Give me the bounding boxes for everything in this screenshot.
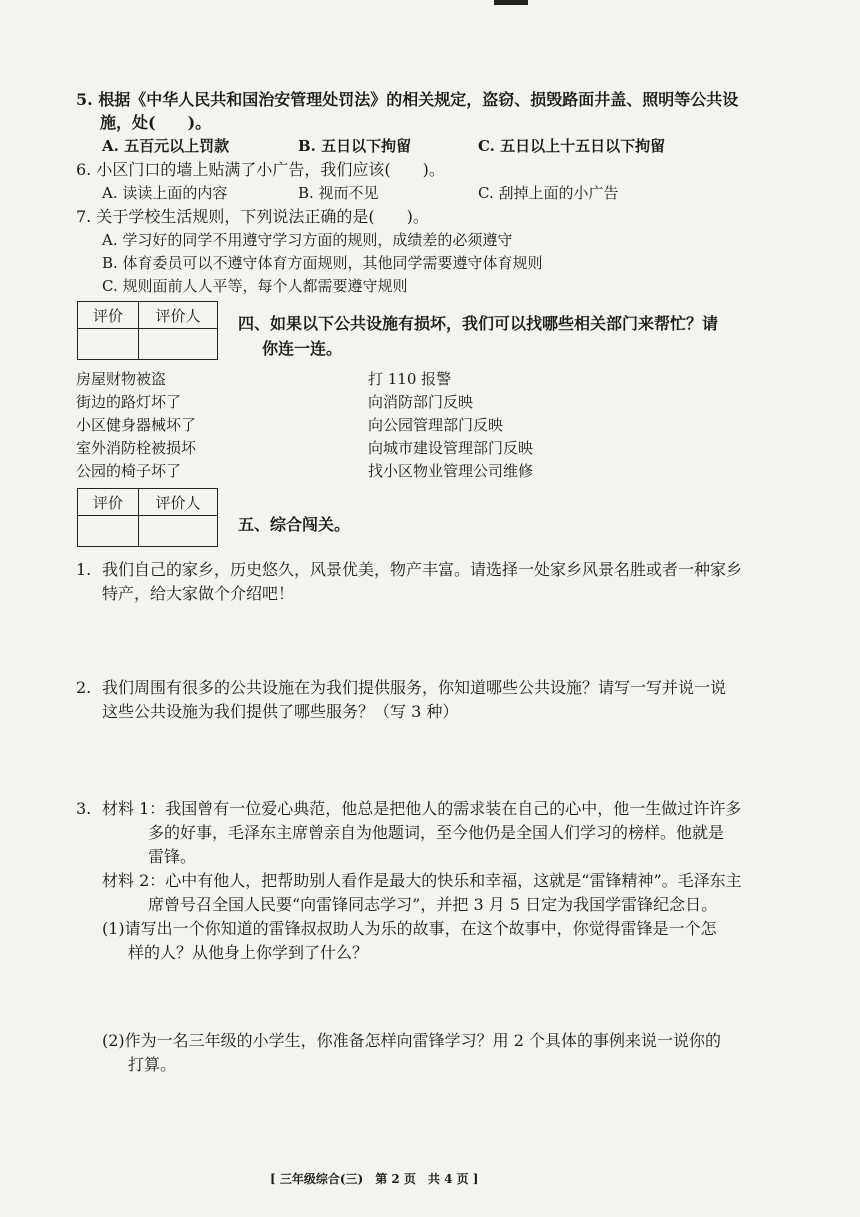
material2-line1: 材料 2：心中有他人，把帮助别人看作是最大的快乐和幸福，这就是“雷锋精神”。毛泽东主 bbox=[102, 871, 742, 890]
s5-q1-number: 1. bbox=[76, 560, 92, 579]
eval-score-cell[interactable] bbox=[78, 516, 139, 547]
q5-stem-line1: 5. 根据《中华人民共和国治安管理处罚法》的相关规定，盗窃、损毁路面井盖、照明等公共设 bbox=[76, 90, 739, 109]
sub1-answer-area[interactable] bbox=[128, 968, 748, 1020]
q7-stem: 7. 关于学校生活规则，下列说法正确的是( )。 bbox=[76, 207, 429, 226]
q6-option-a: A. 读读上面的内容 bbox=[102, 184, 228, 202]
evaluation-box-section4 bbox=[77, 301, 218, 360]
q5-option-b: B. 五日以下拘留 bbox=[298, 137, 412, 155]
match-right-item[interactable]: 向公园管理部门反映 bbox=[368, 416, 504, 434]
match-right-item[interactable]: 找小区物业管理公司维修 bbox=[368, 462, 534, 480]
q6-stem: 6. 小区门口的墙上贴满了小广告，我们应该( )。 bbox=[76, 160, 445, 179]
match-left-item[interactable]: 小区健身器械坏了 bbox=[76, 416, 197, 434]
s5-q2-line2: 这些公共设施为我们提供了哪些服务？（写 3 种） bbox=[102, 702, 459, 721]
q6-option-b: B. 视而不见 bbox=[298, 184, 379, 202]
q7-option-a: A. 学习好的同学不用遵守学习方面的规则，成绩差的必须遵守 bbox=[102, 231, 513, 249]
eval-score-cell[interactable] bbox=[78, 329, 139, 360]
s5-q1-line1: 我们自己的家乡，历史悠久，风景优美，物产丰富。请选择一处家乡风景名胜或者一种家乡 bbox=[102, 560, 743, 579]
q7-option-c: C. 规则面前人人平等，每个人都需要遵守规则 bbox=[102, 277, 408, 295]
match-right-item[interactable]: 向城市建设管理部门反映 bbox=[368, 439, 534, 457]
match-left-item[interactable]: 街边的路灯坏了 bbox=[76, 393, 182, 411]
q5-option-c: C. 五日以上十五日以下拘留 bbox=[478, 137, 666, 155]
q5-option-a: A. 五百元以上罚款 bbox=[102, 137, 230, 155]
material1-line3: 雷锋。 bbox=[148, 847, 197, 866]
eval-label: 评价 bbox=[78, 302, 139, 329]
evaluator-cell[interactable] bbox=[139, 329, 218, 360]
section5-title: 五、综合闯关。 bbox=[238, 515, 351, 534]
q6-option-c: C. 刮掉上面的小广告 bbox=[478, 184, 619, 202]
evaluator-label: 评价人 bbox=[139, 302, 218, 329]
sub2-line1: (2)作为一名三年级的小学生，你准备怎样向雷锋学习？用 2 个具体的事例来说一说你的 bbox=[102, 1031, 722, 1050]
evaluator-label: 评价人 bbox=[139, 489, 218, 516]
material2-line2: 席曾号召全国人民要“向雷锋同志学习”，并把 3 月 5 日定为我国学雷锋纪念日。 bbox=[148, 895, 718, 914]
sub1-line2: 样的人？从他身上你学到了什么？ bbox=[128, 943, 369, 962]
match-right-item[interactable]: 向消防部门反映 bbox=[368, 393, 474, 411]
material1-line2: 多的好事，毛泽东主席曾亲自为他题词，至今他仍是全国人们学习的榜样。他就是 bbox=[148, 823, 725, 842]
s5-q1-answer-area[interactable] bbox=[102, 608, 742, 668]
section4-title-line1: 四、如果以下公共设施有损坏，我们可以找哪些相关部门来帮忙？请 bbox=[238, 314, 719, 333]
s5-q3-number: 3. bbox=[76, 799, 92, 818]
eval-label: 评价 bbox=[78, 489, 139, 516]
match-right-item[interactable]: 打 110 报警 bbox=[368, 370, 452, 388]
s5-q1-line2: 特产，给大家做个介绍吧！ bbox=[102, 584, 295, 603]
page-footer: [ 三年级综合(三) 第 2 页 共 4 页 ] bbox=[270, 1172, 479, 1186]
match-left-item[interactable]: 公园的椅子坏了 bbox=[76, 462, 182, 480]
s5-q2-line1: 我们周围有很多的公共设施在为我们提供服务，你知道哪些公共设施？请写一写并说一说 bbox=[102, 678, 727, 697]
q5-stem-line2: 施，处( )。 bbox=[100, 113, 212, 132]
match-left-item[interactable]: 室外消防栓被损坏 bbox=[76, 439, 197, 457]
material1-line1: 材料 1：我国曾有一位爱心典范，他总是把他人的需求装在自己的心中，他一生做过许许多 bbox=[102, 799, 742, 818]
evaluation-box-section5 bbox=[77, 488, 218, 547]
s5-q2-number: 2. bbox=[76, 678, 92, 697]
s5-q2-answer-area[interactable] bbox=[102, 726, 742, 786]
sub2-line2: 打算。 bbox=[128, 1055, 177, 1074]
sub1-line1: (1)请写出一个你知道的雷锋叔叔助人为乐的故事，在这个故事中，你觉得雷锋是一个怎 bbox=[102, 919, 717, 938]
sub2-answer-area[interactable] bbox=[128, 1080, 748, 1160]
evaluator-cell[interactable] bbox=[139, 516, 218, 547]
top-edge-mark bbox=[494, 0, 528, 5]
q7-option-b: B. 体育委员可以不遵守体育方面规则，其他同学需要遵守体育规则 bbox=[102, 254, 543, 272]
section4-title-line2: 你连一连。 bbox=[262, 339, 343, 358]
match-left-item[interactable]: 房屋财物被盗 bbox=[76, 370, 167, 388]
